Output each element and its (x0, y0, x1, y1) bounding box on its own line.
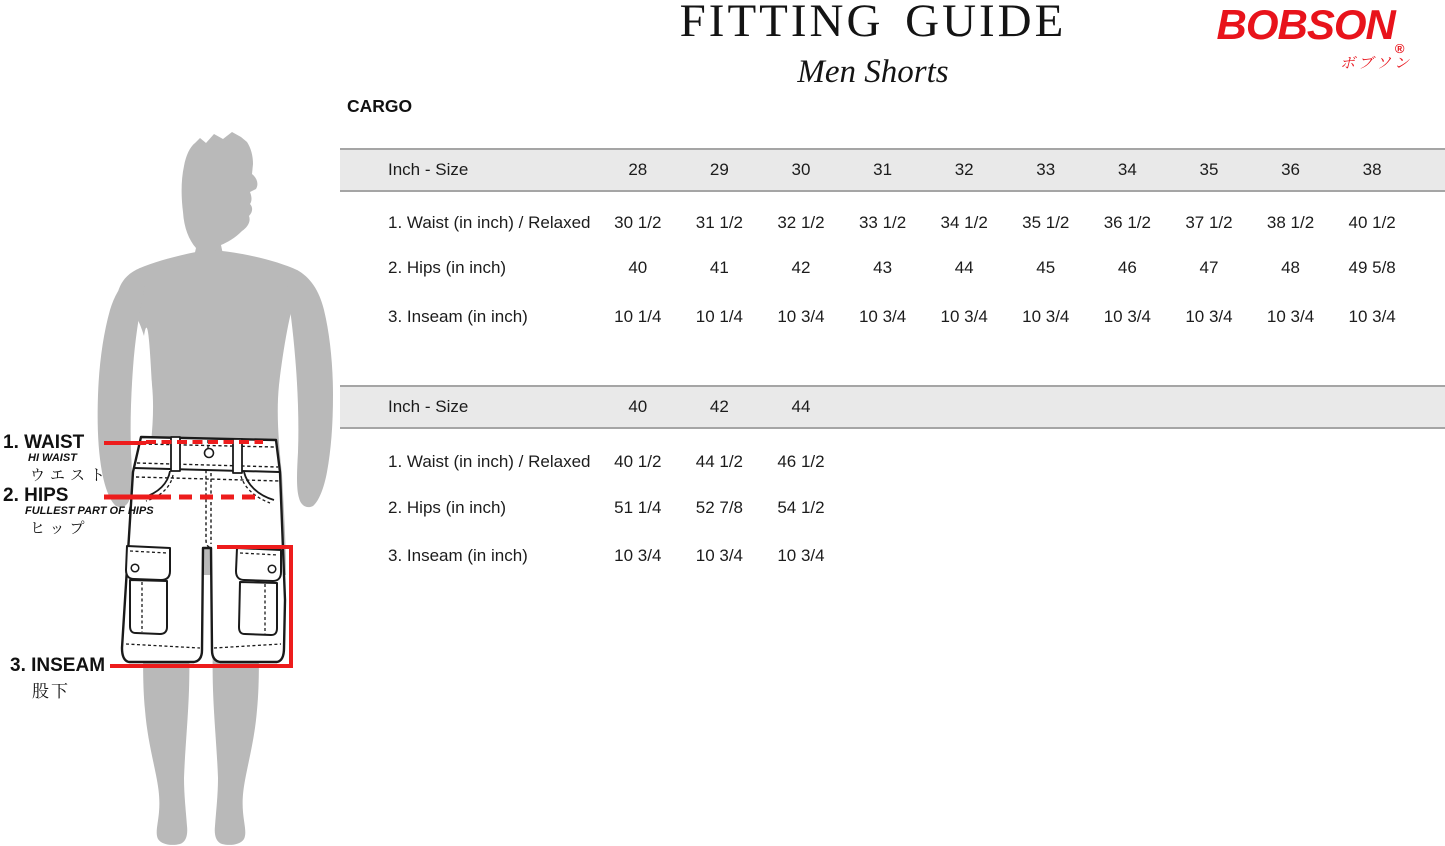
measurement-value: 47 (1199, 258, 1219, 277)
measurement-value: 30 1/2 (614, 213, 662, 232)
size-value: 40 (628, 397, 648, 416)
table-row (340, 495, 1445, 521)
measurement-value: 46 (1117, 258, 1137, 277)
measurement-value: 40 1/2 (1348, 213, 1396, 232)
measure-row-label: 3. Inseam (in inch) (388, 546, 528, 565)
page-subtitle: Men Shorts (797, 54, 949, 90)
shorts-drawing (122, 437, 285, 662)
measurement-value: 10 3/4 (1185, 307, 1233, 326)
brand-logo-japanese: ボブソン (1339, 55, 1412, 73)
size-table-plus (340, 385, 1445, 580)
brand-logo (1203, 2, 1418, 73)
table-row (340, 304, 1445, 330)
measurement-value: 10 1/4 (614, 307, 662, 326)
inseam-annotation: 3. INSEAM (10, 655, 106, 676)
size-value: 31 (873, 160, 893, 179)
measurement-value: 51 1/4 (614, 498, 662, 517)
size-value: 34 (1117, 160, 1137, 179)
measurement-value: 52 7/8 (695, 498, 744, 517)
size-value: 36 (1281, 160, 1300, 179)
registered-trademark-icon: ® (1394, 41, 1405, 56)
measurement-value: 45 (1036, 258, 1056, 277)
measurement-value: 31 1/2 (695, 213, 744, 232)
size-value: 32 (954, 160, 974, 179)
size-header-label: Inch - Size (388, 397, 469, 416)
size-header-label: Inch - Size (388, 160, 469, 179)
measurement-value: 10 3/4 (1266, 307, 1315, 326)
brand-name: BOBSON (1216, 1, 1395, 48)
measurement-value: 40 1/2 (614, 452, 662, 471)
measure-row-label: 2. Hips (in inch) (388, 258, 507, 277)
measurement-value: 10 3/4 (1103, 307, 1151, 326)
table-row (340, 210, 1445, 236)
table-header-row (340, 385, 1445, 429)
measurement-value: 41 (709, 258, 729, 277)
measurement-value: 10 3/4 (1022, 307, 1070, 326)
measurement-value: 10 3/4 (614, 546, 662, 565)
hips-annotation-sub: FULLEST PART OF HIPS (25, 505, 154, 517)
table-row (340, 255, 1445, 281)
measurement-value: 10 3/4 (695, 546, 744, 565)
brand-logo-text (1203, 2, 1418, 56)
button-detail (205, 449, 214, 458)
measurement-value: 10 3/4 (1348, 307, 1396, 326)
measurement-value: 42 (791, 258, 811, 277)
size-value: 30 (791, 160, 811, 179)
measurement-value: 10 1/4 (695, 307, 744, 326)
measurement-value: 43 (873, 258, 893, 277)
measurement-value: 32 1/2 (777, 213, 825, 232)
measurement-value: 10 3/4 (777, 307, 825, 326)
measurement-value: 35 1/2 (1022, 213, 1070, 232)
size-value: 44 (791, 397, 811, 416)
table-row (340, 449, 1445, 475)
waist-annotation: 1. WAIST (3, 432, 85, 453)
category-label: CARGO (347, 96, 413, 116)
page-title: FITTING GUIDE (679, 0, 1067, 47)
size-value: 29 (709, 160, 729, 179)
measurement-value: 34 1/2 (940, 213, 988, 232)
size-value: 33 (1036, 160, 1056, 179)
inseam-annotation-jp: 股下 (32, 682, 70, 701)
measurement-value: 40 (628, 258, 648, 277)
measurement-value: 10 3/4 (940, 307, 988, 326)
measurement-value: 44 (954, 258, 974, 277)
hips-annotation-jp: ヒップ (30, 520, 90, 537)
measure-row-label: 1. Waist (in inch) / Relaxed (388, 452, 591, 471)
measurement-value: 46 1/2 (777, 452, 825, 471)
table-header-row (340, 148, 1445, 192)
measurement-value: 10 3/4 (777, 546, 825, 565)
hips-annotation: 2. HIPS (3, 485, 69, 506)
measurement-value: 38 1/2 (1266, 213, 1315, 232)
waist-annotation-sub: HI WAIST (28, 452, 77, 464)
measure-row-label: 1. Waist (in inch) / Relaxed (388, 213, 591, 232)
size-value: 35 (1199, 160, 1219, 179)
measurement-value: 37 1/2 (1185, 213, 1233, 232)
measurement-value: 49 5/8 (1348, 258, 1396, 277)
size-value: 42 (709, 397, 729, 416)
size-value: 38 (1362, 160, 1382, 179)
waist-annotation-jp: ウエスト (30, 467, 111, 484)
measurement-value: 54 1/2 (777, 498, 825, 517)
measurement-value: 48 (1281, 258, 1300, 277)
fitting-diagram (0, 0, 340, 846)
size-value: 28 (628, 160, 648, 179)
measurement-value: 44 1/2 (695, 452, 744, 471)
size-table-regular (340, 148, 1445, 343)
measure-row-label: 2. Hips (in inch) (388, 498, 507, 517)
header (538, 0, 1208, 91)
measurement-value: 10 3/4 (858, 307, 907, 326)
measurement-value: 36 1/2 (1103, 213, 1151, 232)
table-row (340, 543, 1445, 569)
measure-row-label: 3. Inseam (in inch) (388, 307, 528, 326)
measurement-value: 33 1/2 (858, 213, 907, 232)
